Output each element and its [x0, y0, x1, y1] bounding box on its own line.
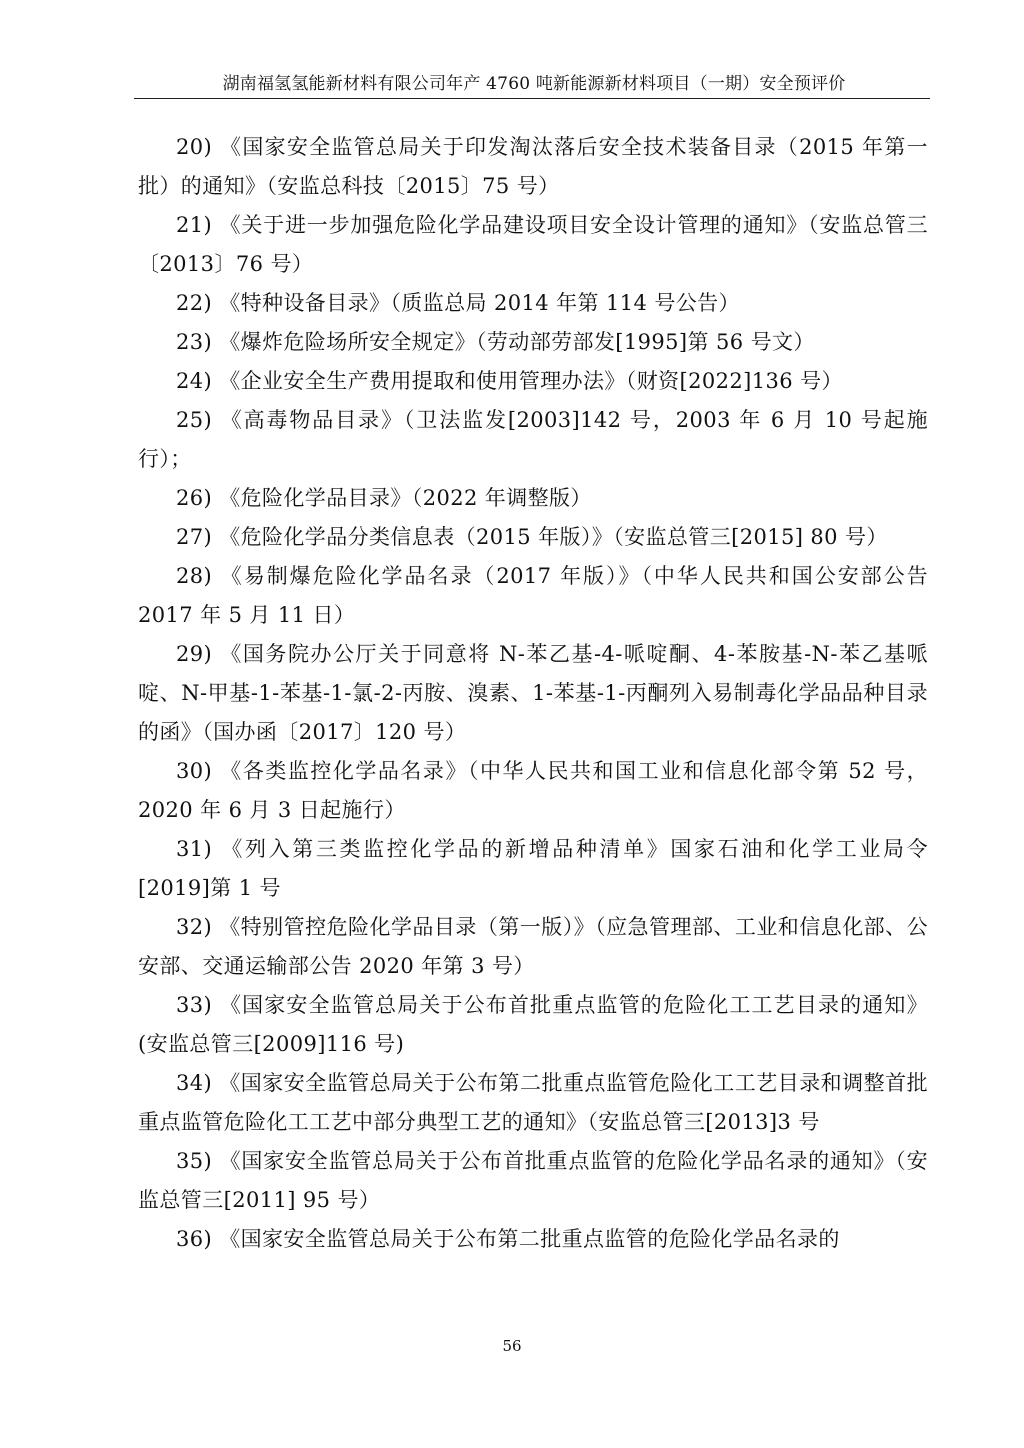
list-item: 24) 《企业安全生产费用提取和使用管理办法》（财资[2022]136 号） [176, 369, 843, 393]
list-item: 35) 《国家安全监管总局关于公布首批重点监管的危险化学品名录的通知》（安监总管三[2011] 95 号） [138, 1149, 928, 1212]
list-item: 22) 《特种设备目录》（质监总局 2014 年第 114 号公告） [176, 291, 740, 315]
list-item: 34) 《国家安全监管总局关于公布第二批重点监管危险化工工艺目录和调整首批重点监管危险化工工艺中部分典型工艺的通知》（安监总管三[2013]3 号 [138, 1071, 928, 1134]
regulation-list [138, 128, 928, 1259]
list-item: 23) 《爆炸危险场所安全规定》（劳动部劳部发[1995]第 56 号文） [176, 330, 815, 354]
list-item: 36) 《国家安全监管总局关于公布第二批重点监管的危险化学品名录的 [176, 1227, 840, 1251]
list-item: 27) 《危险化学品分类信息表（2015 年版）》（安监总管三[2015] 80 号） [176, 525, 888, 549]
list-item: 30) 《各类监控化学品名录》（中华人民共和国工业和信息化部令第 52 号，2020 年 6 月 3 日起施行） [138, 759, 928, 822]
header-rule [134, 98, 930, 99]
page-header-title: 湖南福氢氢能新材料有限公司年产 4760 吨新能源新材料项目（一期）安全预评价 [222, 74, 846, 94]
list-item: 26) 《危险化学品目录》（2022 年调整版） [176, 486, 592, 510]
list-item: 28) 《易制爆危险化学品名录（2017 年版）》（中华人民共和国公安部公告 2017 年 5 月 11 日） [138, 564, 928, 627]
list-item: 29) 《国务院办公厅关于同意将 N-苯乙基-4-哌啶酮、4-苯胺基-N-苯乙基哌啶、N-甲基-1-苯基-1-氯-2-丙胺、溴素、1-苯基-1-丙酮列入易制毒化学品品种目录的函》（国办函〔2017〕120 号） [138, 642, 928, 744]
list-item: 21) 《关于进一步加强危险化学品建设项目安全设计管理的通知》（安监总管三〔2013〕76 号） [138, 213, 928, 276]
list-item: 25) 《高毒物品目录》（卫法监发[2003]142 号，2003 年 6 月 10 号起施行）； [138, 408, 928, 471]
list-item: 20) 《国家安全监管总局关于印发淘汰落后安全技术装备目录（2015 年第一批）的通知》（安监总科技〔2015〕75 号） [138, 135, 928, 198]
list-item: 32) 《特别管控危险化学品目录（第一版）》（应急管理部、工业和信息化部、公安部、交通运输部公告 2020 年第 3 号） [138, 915, 928, 978]
list-item: 33) 《国家安全监管总局关于公布首批重点监管的危险化工工艺目录的通知》(安监总管三[2009]116 号) [138, 993, 928, 1056]
list-item: 31) 《列入第三类监控化学品的新增品种清单》国家石油和化学工业局令[2019]第 1 号 [138, 837, 928, 900]
page-number: 56 [502, 1337, 522, 1355]
